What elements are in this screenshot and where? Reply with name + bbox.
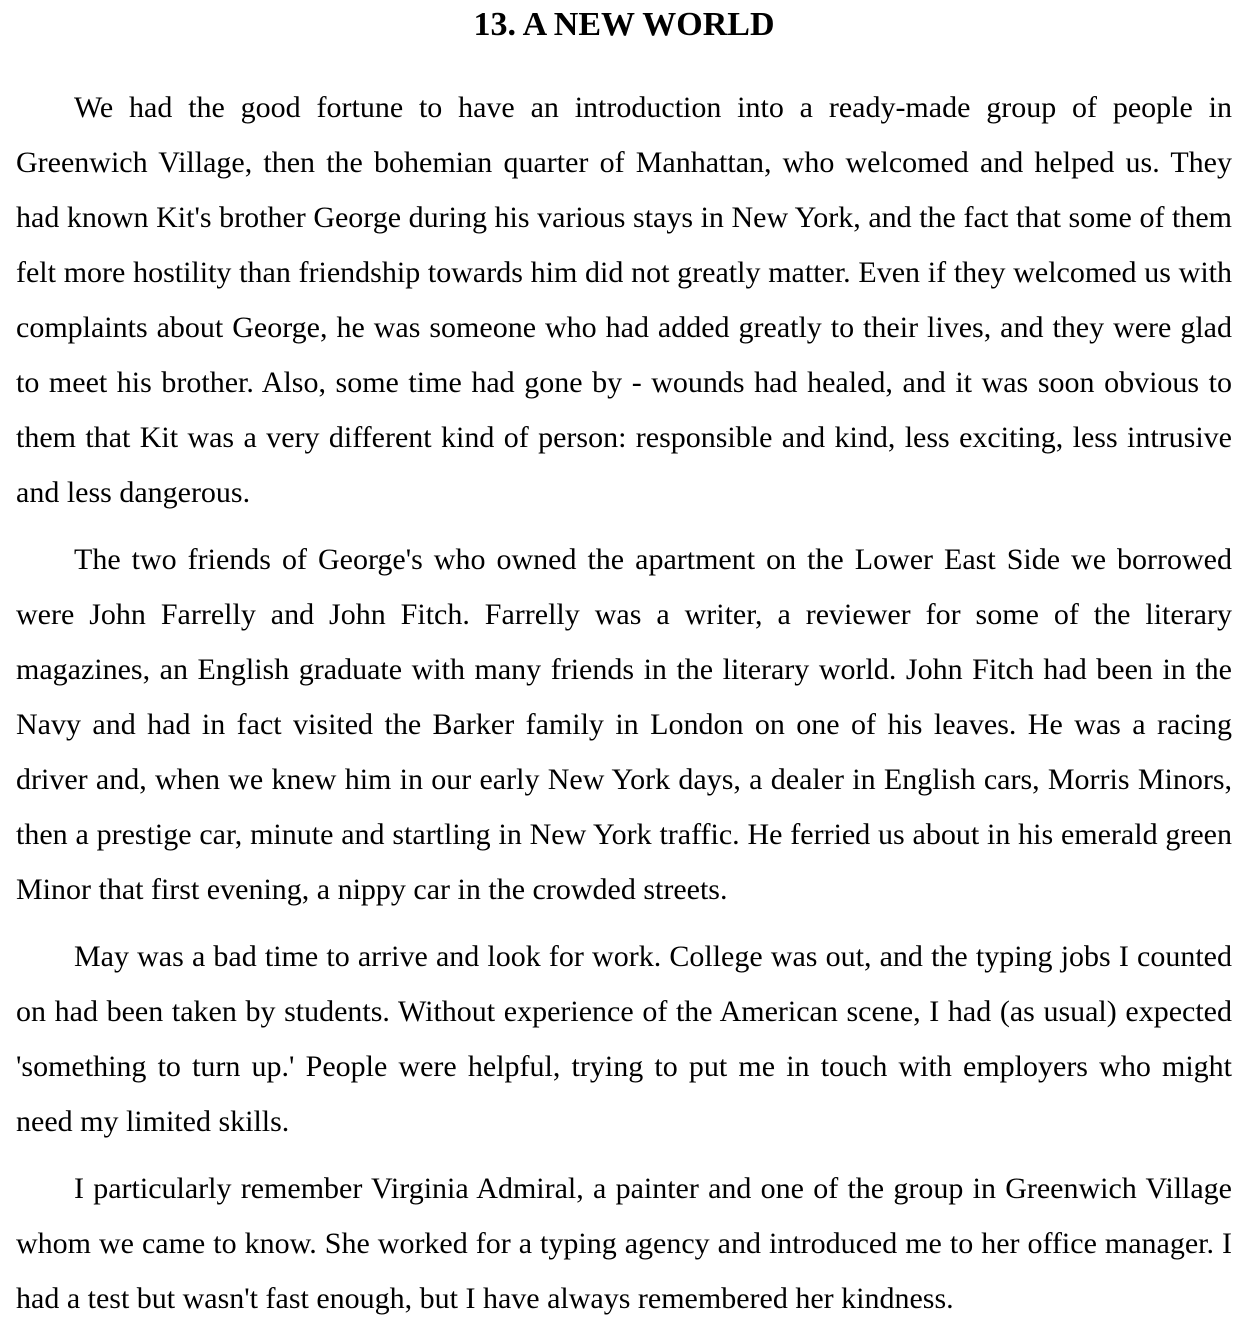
paragraph-2: The two friends of George's who owned the apartment on the Lower East Side we borrowed were John Farrelly and John Fitch. Farrelly was a writer, a reviewer for some of the literary magazines, an English graduate with many friends in the literary world. John Fitch had been in the Navy and had in fact visited the Barker family in London on one of his leaves. He was a racing driver and, when we knew him in our early New York days, a dealer in English cars, Morris Minors, then a prestige car, minute and startling in New York traffic. He ferried us about in his emerald green Minor that first evening, a nippy car in the crowded streets. [16, 542, 1232, 906]
paragraph-4: I particularly remember Virginia Admiral, a painter and one of the group in Greenwich Village whom we came to know. She worked for a typing agency and introduced me to her office manager. I had a test but wasn't fast enough, but I have always remembered her kindness. [16, 1171, 1232, 1315]
paragraph-1: We had the good fortune to have an introduction into a ready-made group of people in Greenwich Village, then the bohemian quarter of Manhattan, who welcomed and helped us. They had known Kit's brother George during his various stays in New York, and the fact that some of them felt more hostility than friendship towards him did not greatly matter. Even if they welcomed us with complaints about George, he was someone who had added greatly to their lives, and they were glad to meet his brother. Also, some time had gone by - wounds had healed, and it was soon obvious to them that Kit was a very different kind of person: responsible and kind, less exciting, less intrusive and less dangerous. [16, 90, 1232, 509]
chapter-title: 13. A NEW WORLD [473, 6, 775, 43]
paragraph-3: May was a bad time to arrive and look for work. College was out, and the typing jobs I counted on had been taken by students. Without experience of the American scene, I had (as usual) expected 'something to turn up.' People were helpful, trying to put me in touch with employers who might need my limited skills. [16, 939, 1232, 1138]
